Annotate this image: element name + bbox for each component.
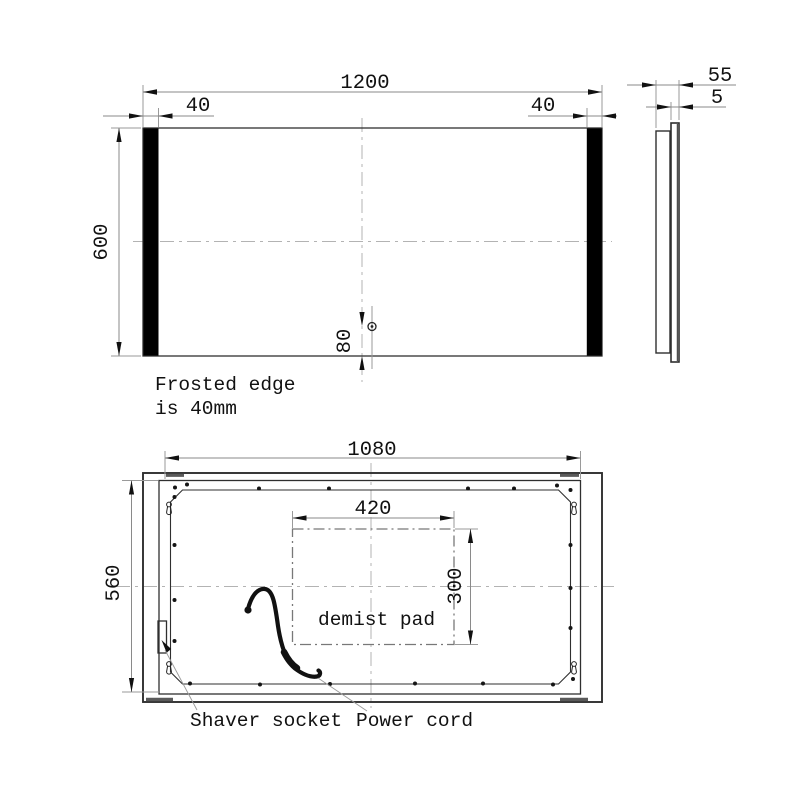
dim-height-600-label: 600 [91, 223, 114, 261]
dim-frost-right-label: 40 [530, 95, 556, 118]
dim-sensor-80-label: 80 [334, 328, 357, 354]
dim-demist-420 [293, 498, 455, 528]
power-cord-label: Power cord [356, 710, 474, 732]
front-view [91, 72, 617, 420]
dim-width-1200-label: 1200 [340, 72, 390, 95]
frosted-note-line1: Frosted edge [155, 374, 296, 396]
frosted-note-line2: is 40mm [155, 398, 237, 420]
frosted-bar-right [587, 129, 602, 356]
dim-frost-left-40 [103, 95, 214, 127]
side-backbox [656, 131, 670, 353]
power-cord [248, 589, 320, 677]
dim-glass-5-label: 5 [710, 87, 724, 110]
frosted-bar-left [144, 129, 159, 356]
dim-frost-right-40 [528, 95, 617, 127]
dim-demist-300-label: 300 [445, 567, 468, 605]
back-view [103, 439, 614, 732]
side-view [627, 65, 736, 362]
dim-demist-420-label: 420 [354, 498, 392, 521]
dim-back-height-560-label: 560 [103, 564, 126, 602]
shaver-socket-label: Shaver socket [190, 710, 343, 732]
dim-glass-5 [646, 87, 726, 120]
power-cord-thick-bend [284, 652, 297, 668]
sensor-switch-dot [371, 325, 374, 328]
demist-pad-label: demist pad [318, 609, 436, 631]
keyhole-hanger-top-right [572, 502, 577, 515]
dim-sensor-80 [334, 312, 365, 370]
dim-frost-left-label: 40 [185, 95, 211, 118]
dim-depth-55-label: 55 [707, 65, 733, 88]
dim-back-width-1080-label: 1080 [347, 439, 397, 462]
keyhole-hanger-bottom-right [572, 662, 577, 675]
power-cord-end [244, 606, 251, 613]
